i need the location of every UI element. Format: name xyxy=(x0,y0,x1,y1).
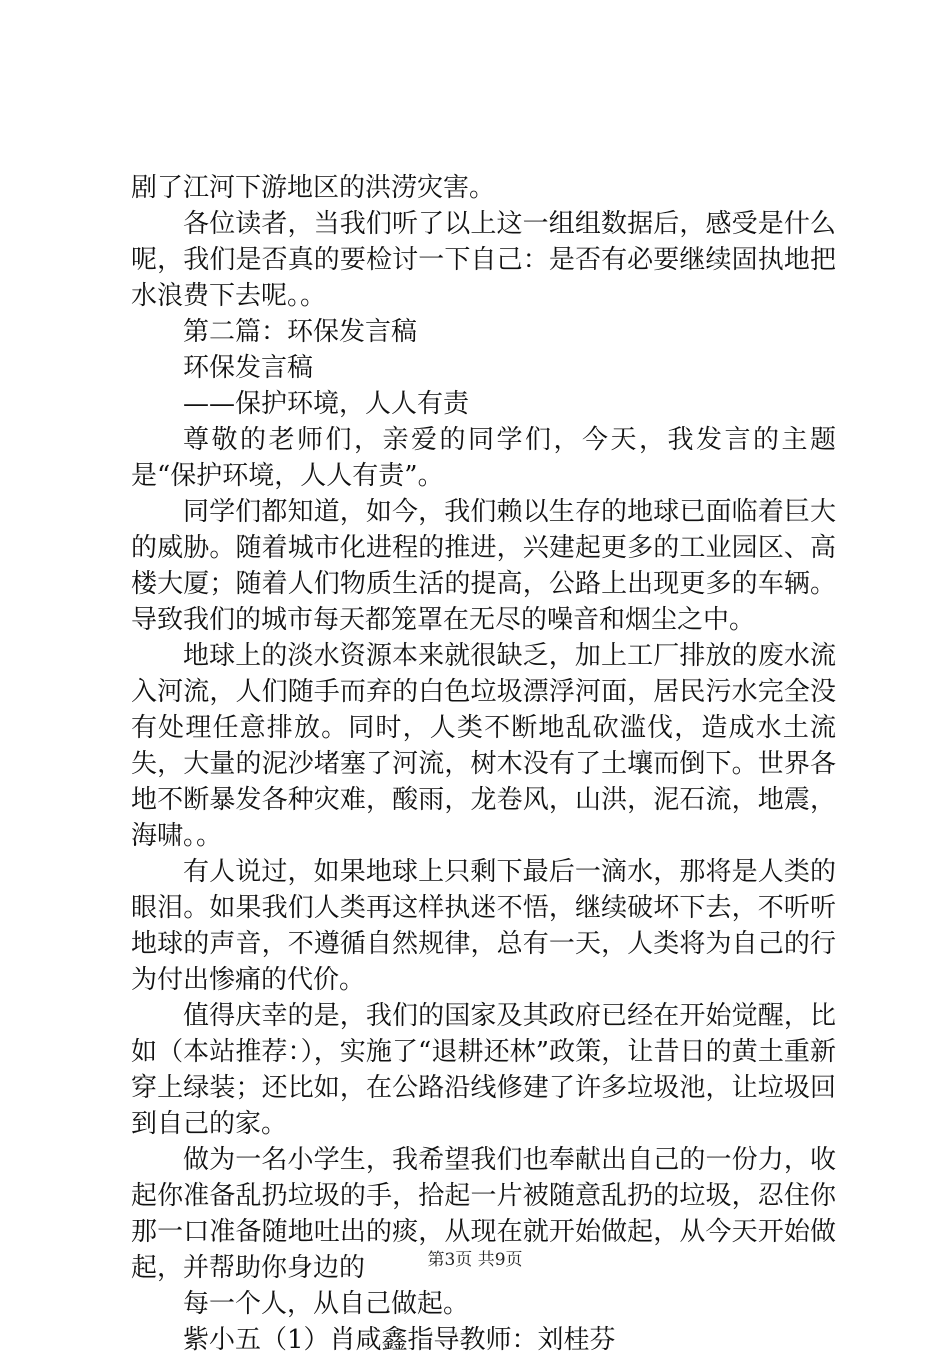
paragraph: 各位读者，当我们听了以上这一组组数据后，感受是什么呢，我们是否真的要检讨一下自己：是否有必要继续固执地把水浪费下去呢。。 xyxy=(131,209,836,311)
paragraph: 剧了江河下游地区的洪涝灾害。 xyxy=(131,173,496,203)
author-signature: 紫小五（1）肖咸鑫指导教师：刘桂芬 xyxy=(183,1325,616,1355)
section-heading: 第二篇：环保发言稿 xyxy=(183,317,418,347)
paragraph: 有人说过，如果地球上只剩下最后一滴水，那将是人类的眼泪。如果我们人类再这样执迷不悟，继续破坏下去，不听听地球的声音，不遵循自然规律，总有一天，人类将为自己的行为付出惨痛的代价。 xyxy=(131,857,836,995)
paragraph: 尊敬的老师们，亲爱的同学们，今天，我发言的主题是“保护环境，人人有责”。 xyxy=(131,425,836,491)
paragraph: 地球上的淡水资源本来就很缺乏，加上工厂排放的废水流入河流，人们随手而弃的白色垃圾漂浮河面，居民污水完全没有处理任意排放。同时，人类不断地乱砍滥伐，造成水土流失，大量的泥沙堵塞了河流，树木没有了土壤而倒下。世界各地不断暴发各种灾难，酸雨，龙卷风，山洪，泥石流，地震，海啸。。 xyxy=(131,641,836,851)
document-body xyxy=(131,170,836,1358)
speech-title: 环保发言稿 xyxy=(183,353,314,383)
page-number: 第3页 共9页 xyxy=(427,1250,523,1270)
paragraph: 值得庆幸的是，我们的国家及其政府已经在开始觉醒，比如（本站推荐：），实施了“退耕还林”政策，让昔日的黄土重新穿上绿装；还比如，在公路沿线修建了许多垃圾池，让垃圾回到自己的家。 xyxy=(131,1001,836,1139)
speech-subtitle: ——保护环境，人人有责 xyxy=(183,389,470,419)
paragraph: 同学们都知道，如今，我们赖以生存的地球已面临着巨大的威胁。随着城市化进程的推进，兴建起更多的工业园区、高楼大厦；随着人们物质生活的提高，公路上出现更多的车辆。导致我们的城市每天都笼罩在无尽的噪音和烟尘之中。 xyxy=(131,497,836,635)
paragraph: 做为一名小学生，我希望我们也奉献出自己的一份力，收起你准备乱扔垃圾的手，拾起一片被随意乱扔的垃圾，忍住你那一口准备随地吐出的痰，从现在就开始做起，从今天开始做起，并帮助你身边的 xyxy=(131,1145,836,1283)
paragraph: 每一个人，从自己做起。 xyxy=(183,1289,470,1319)
